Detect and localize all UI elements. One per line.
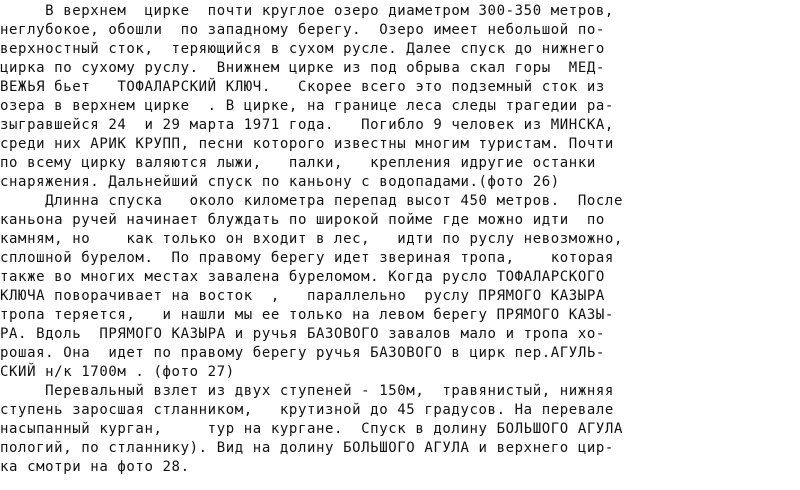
text-line: ка смотри на фото 28. xyxy=(0,459,190,475)
text-line: КЛЮЧА поворачивает на восток , параллельно руслу ПРЯМОГО КАЗЫРА xyxy=(0,288,605,304)
text-line: СКИЙ н/к 1700м . (фото 27) xyxy=(0,364,235,380)
text-line: зыгравшейся 24 и 29 марта 1971 года. Погибло 9 человек из МИНСКА, xyxy=(0,117,614,133)
text-line: РА. Вдоль ПРЯМОГО КАЗЫРА и ручья БАЗОВОГО завалов мало и тропа хо- xyxy=(0,326,605,342)
text-line: неглубокое, обошли по западному берегу. Озеро имеет небольшой по- xyxy=(0,22,605,38)
text-line: сплошной бурелом. По правому берегу идет звериная тропа, которая xyxy=(0,250,614,266)
text-line: ступень заросшая стланником, крутизной до 45 градусов. На перевале xyxy=(0,402,614,418)
text-line: верхностный сток, теряющийся в сухом русле. Далее спуск до нижнего xyxy=(0,41,605,57)
text-line: каньона ручей начинает блуждать по широкой пойме где можно идти по xyxy=(0,212,605,228)
text-line: Длинна спуска около километра перепад высот 450 метров. После xyxy=(0,193,623,209)
text-line: Перевальный взлет из двух ступеней - 150м, травянистый, нижняя xyxy=(0,383,614,399)
text-line: В верхнем цирке почти круглое озеро диаметром 300-350 метров, xyxy=(0,3,614,19)
text-line: по всему цирку валяются лыжи, палки, крепления идругие останки xyxy=(0,155,596,171)
text-line: также во многих местах завалена буреломом. Когда русло ТОФАЛАРСКОГО xyxy=(0,269,605,285)
text-line: снаряжения. Дальнейший спуск по каньону с водопадами.(фото 26) xyxy=(0,174,560,190)
text-line: ВЕЖЬЯ бьет ТОФАЛАРСКИЙ КЛЮЧ. Скорее всего это подземный сток из xyxy=(0,79,605,95)
text-line: камням, но как только он входит в лес, идти по руслу невозможно, xyxy=(0,231,623,247)
text-line: озера в верхнем цирке . В цирке, на границе леса следы трагедии ра- xyxy=(0,98,614,114)
text-line: среди них АРИК КРУПП, песни которого известны многим туристам. Почти xyxy=(0,136,614,152)
text-line: пологий, по стланнику). Вид на долину БОЛЬШОГО АГУЛА и верхнего цир- xyxy=(0,440,614,456)
text-line: рошая. Она идет по правому берегу ручья БАЗОВОГО в цирк пер.АГУЛЬ- xyxy=(0,345,605,361)
text-line: тропа теряется, и нашли мы ее только на левом берегу ПРЯМОГО КАЗЫ- xyxy=(0,307,614,323)
text-line: насыпанный курган, тур на кургане. Спуск в долину БОЛЬШОГО АГУЛА xyxy=(0,421,623,437)
text-line: цирка по сухому руслу. Внижнем цирке из под обрыва скал горы МЕД- xyxy=(0,60,605,76)
